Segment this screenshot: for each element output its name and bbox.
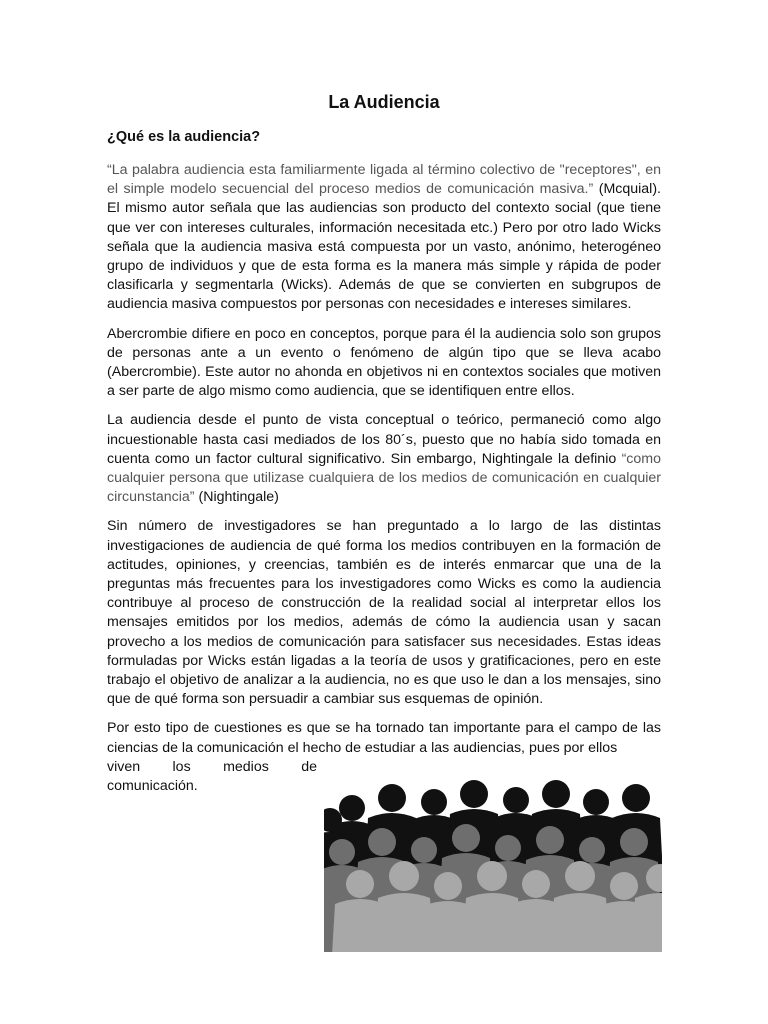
section-heading: ¿Qué es la audiencia?: [107, 129, 261, 145]
paragraph-2: Abercrombie difiere en poco en conceptos, porque para él la audiencia solo son grupos de personas ante a un evento o fenómeno de algún tipo que se lleva acabo (Abercrombie). Este autor no ahonda en objetivos ni en contextos sociales que motiven a ser parte de algo mismo como audiencia, que se identifiquen entre ellos.: [107, 325, 661, 400]
quote-mcquail: “La palabra audiencia esta familiarmente ligada al término colectivo de "receptores", en el simple modelo secuencial del proceso medios de comunicación masiva.”: [107, 162, 661, 198]
crowd-silhouette-image: [324, 780, 662, 952]
page-title: La Audiencia: [328, 92, 440, 112]
paragraph-3: [107, 411, 661, 507]
paragraph-5-text: Por esto tipo de cuestiones es que se ha tornado tan importante para el campo de las ciencias de la comunicación el hecho de estudiar a las audiencias, pues por ellos: [107, 720, 661, 756]
paragraph-1: [107, 161, 661, 315]
paragraph-5-wrap: viven los medios de: [107, 758, 317, 775]
body-text: [107, 161, 661, 796]
paragraph-3-text: La audiencia desde el punto de vista conceptual o teórico, permaneció como algo incuestionable hasta casi mediados de los 80´s, puesto que no había sido tomada en cuenta como un factor cultural significativo. Sin embargo, Nightingale la definio: [107, 412, 661, 467]
quote-nightingale: “como cualquier persona que utilizase cualquiera de los medios de comunicación en cualquier circunstancia”: [107, 450, 661, 506]
paragraph-3-citation: (Nightingale): [194, 489, 279, 506]
paragraph-1-text: (Mcquial). El mismo autor señala que las audiencias son producto del contexto social (que tiene que ver con intereses culturales, información necesitada etc.) Pero por otro lado Wicks señala que la audiencia masiva está compuesta por un vasto, anónimo, heterogéneo grupo de individuos y que de esta forma es la manera más simple y rápida de poder clasificarla y segmentarla (Wicks). Además de que se convierten en subgrupos de audiencia masiva compuestos por personas con necesidades e intereses similares.: [107, 181, 661, 313]
paragraph-5-last: comunicación.: [107, 778, 198, 795]
paragraph-4: Sin número de investigadores se han preguntado a lo largo de las distintas investigaciones de audiencia de qué forma los medios contribuyen en la formación de actitudes, opiniones, y creencias, también es de interés enmarcar que una de la preguntas más frecuentes para los investigadores como Wicks es como la audiencia contribuye al proceso de construcción de la realidad social al interpretar ellos los mensajes emitidos por los medios, además de cómo la audiencia usan y sacan provecho a los medios de comunicación para satisfacer sus necesidades. Estas ideas formuladas por Wicks están ligadas a la teoría de usos y gratificaciones, pero en este trabajo el objetivo de analizar a la audiencia, no es que uso le dan a los mensajes, sino que de qué forma son persuadir a cambiar sus esquemas de opinión.: [107, 518, 661, 708]
